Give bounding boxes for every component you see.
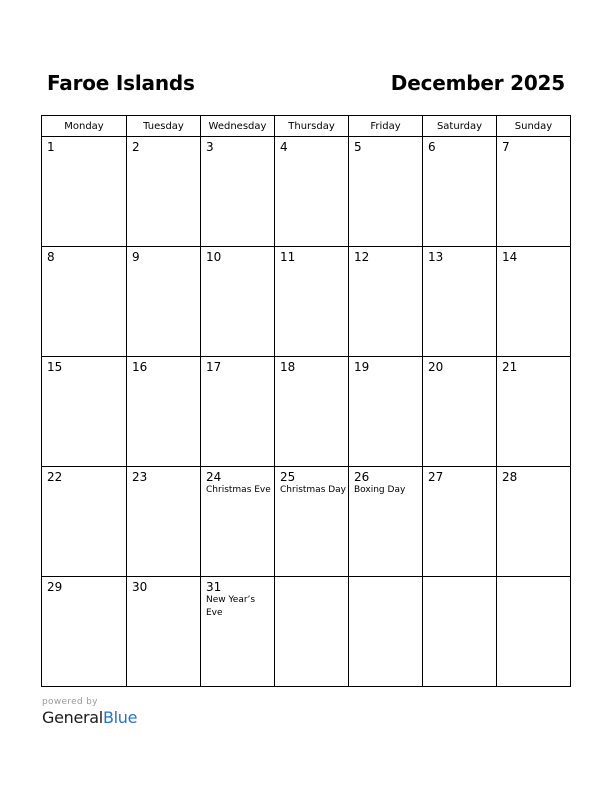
day-cell bbox=[349, 357, 423, 467]
day-number: 5 bbox=[354, 140, 362, 154]
day-cell bbox=[349, 137, 423, 247]
holiday-label: Boxing Day bbox=[354, 485, 406, 495]
day-number: 13 bbox=[428, 250, 444, 264]
week-row bbox=[42, 577, 571, 687]
day-cell bbox=[275, 137, 349, 247]
day-number: 11 bbox=[280, 250, 296, 264]
empty-day-cell bbox=[497, 577, 571, 687]
day-cell bbox=[275, 357, 349, 467]
day-cell bbox=[201, 357, 275, 467]
day-cell bbox=[42, 137, 127, 247]
day-number: 12 bbox=[354, 250, 370, 264]
weekday-header-friday: Friday bbox=[349, 116, 423, 137]
day-cell bbox=[423, 357, 497, 467]
powered-by-text: powered by bbox=[42, 697, 98, 707]
footer-branding bbox=[42, 697, 137, 727]
weekday-header-tuesday: Tuesday bbox=[127, 116, 201, 137]
day-cell bbox=[127, 577, 201, 687]
day-number: 24 bbox=[206, 470, 222, 484]
day-number: 14 bbox=[502, 250, 518, 264]
country-title: Faroe Islands bbox=[47, 71, 195, 95]
calendar-grid bbox=[41, 115, 571, 687]
day-number: 17 bbox=[206, 360, 222, 374]
day-number: 25 bbox=[280, 470, 296, 484]
day-cell bbox=[42, 247, 127, 357]
weekday-header-wednesday: Wednesday bbox=[201, 116, 275, 137]
day-number: 18 bbox=[280, 360, 296, 374]
day-cell bbox=[349, 467, 423, 577]
day-cell bbox=[275, 467, 349, 577]
weekday-header-row bbox=[42, 116, 571, 137]
holiday-label: New Year’s Eve bbox=[206, 595, 256, 618]
day-cell bbox=[201, 247, 275, 357]
day-cell bbox=[42, 577, 127, 687]
day-cell bbox=[497, 247, 571, 357]
generalblue-logo bbox=[42, 708, 137, 727]
day-number: 27 bbox=[428, 470, 444, 484]
week-row bbox=[42, 247, 571, 357]
empty-day-cell bbox=[349, 577, 423, 687]
day-cell bbox=[497, 467, 571, 577]
weekday-header-monday: Monday bbox=[42, 116, 127, 137]
day-cell bbox=[497, 357, 571, 467]
day-cell bbox=[275, 247, 349, 357]
day-cell bbox=[42, 467, 127, 577]
day-number: 29 bbox=[47, 580, 63, 594]
day-number: 20 bbox=[428, 360, 444, 374]
day-cell bbox=[423, 137, 497, 247]
day-cell bbox=[497, 137, 571, 247]
day-cell bbox=[423, 467, 497, 577]
day-cell bbox=[42, 357, 127, 467]
day-number: 7 bbox=[502, 140, 510, 154]
day-number: 1 bbox=[47, 140, 55, 154]
weekday-header-saturday: Saturday bbox=[423, 116, 497, 137]
day-number: 19 bbox=[354, 360, 370, 374]
day-number: 8 bbox=[47, 250, 55, 264]
day-number: 10 bbox=[206, 250, 222, 264]
logo-blue-text: Blue bbox=[102, 708, 138, 727]
day-cell bbox=[201, 467, 275, 577]
empty-day-cell bbox=[275, 577, 349, 687]
holiday-label: Christmas Eve bbox=[206, 485, 271, 495]
day-number: 28 bbox=[502, 470, 518, 484]
day-cell bbox=[127, 357, 201, 467]
day-number: 3 bbox=[206, 140, 214, 154]
week-row bbox=[42, 467, 571, 577]
weekday-header-sunday: Sunday bbox=[497, 116, 571, 137]
day-cell bbox=[127, 137, 201, 247]
empty-day-cell bbox=[423, 577, 497, 687]
day-cell bbox=[127, 247, 201, 357]
day-number: 9 bbox=[132, 250, 140, 264]
logo-general-text: General bbox=[42, 708, 103, 727]
day-number: 26 bbox=[354, 470, 370, 484]
day-number: 30 bbox=[132, 580, 148, 594]
month-year-title: December 2025 bbox=[390, 71, 565, 95]
day-number: 22 bbox=[47, 470, 63, 484]
day-cell bbox=[201, 577, 275, 687]
day-number: 23 bbox=[132, 470, 148, 484]
day-cell bbox=[201, 137, 275, 247]
day-number: 31 bbox=[206, 580, 222, 594]
week-row bbox=[42, 357, 571, 467]
day-number: 6 bbox=[428, 140, 436, 154]
day-cell bbox=[349, 247, 423, 357]
calendar-body bbox=[42, 137, 571, 687]
holiday-label: Christmas Day bbox=[280, 485, 347, 495]
day-number: 4 bbox=[280, 140, 288, 154]
week-row bbox=[42, 137, 571, 247]
day-number: 16 bbox=[132, 360, 148, 374]
day-number: 2 bbox=[132, 140, 140, 154]
day-cell bbox=[127, 467, 201, 577]
day-cell bbox=[423, 247, 497, 357]
weekday-header-thursday: Thursday bbox=[275, 116, 349, 137]
day-number: 15 bbox=[47, 360, 63, 374]
day-number: 21 bbox=[502, 360, 518, 374]
